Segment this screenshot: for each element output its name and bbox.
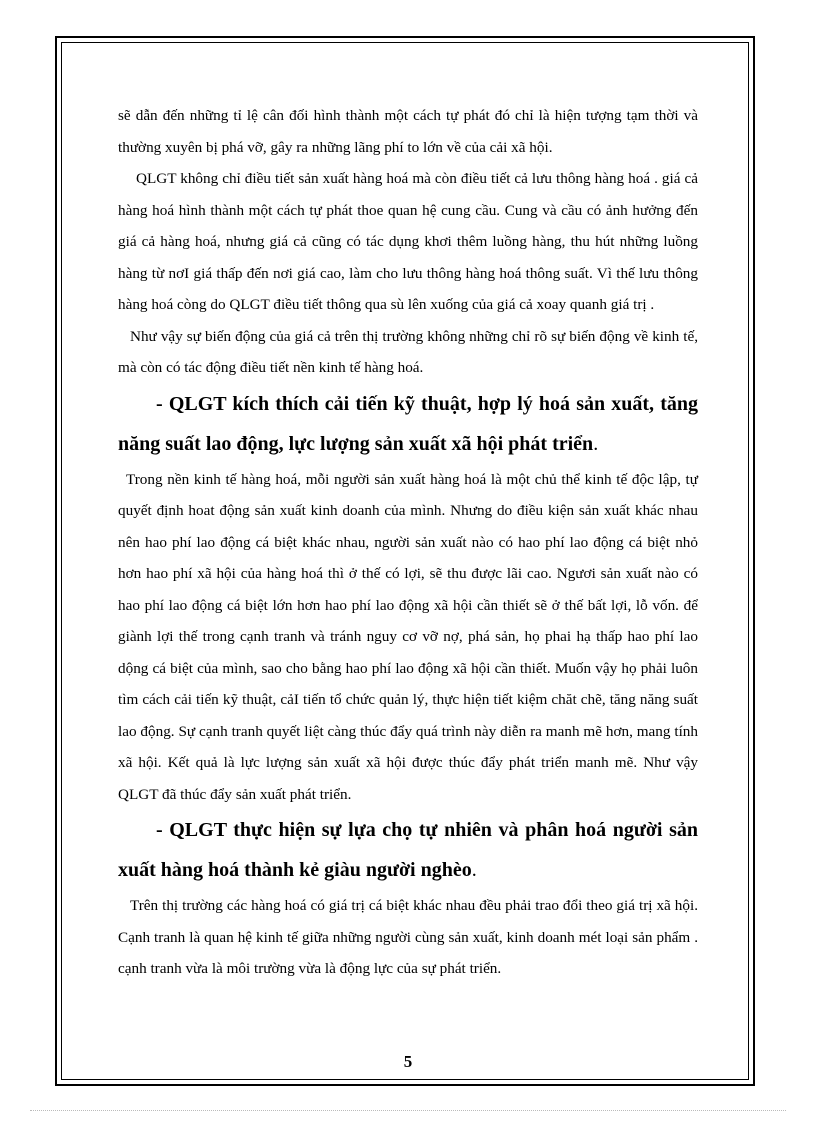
paragraph-1: sẽ dẫn đến những tỉ lệ cân đối hình thành một cách tự phát đó chỉ là hiện tượng tạm thời và thường xuyên bị phá vỡ, gây ra những lãng phí to lớn về của cải xã hội.: [118, 107, 698, 156]
paragraph-5: Trên thị trường các hàng hoá có giá trị cá biệt khác nhau đều phải trao đổi theo giá trị xã hội. Cạnh tranh là quan hệ kinh tế giữa những người cùng sản xuất, kinh doanh mét loại sản phẩm . cạnh tranh vừa là môi trường vừa là động lực của sự phát triển.: [118, 897, 698, 977]
page-bottom-rule: [30, 1110, 786, 1111]
paragraph-3: Như vậy sự biến động của giá cả trên thị trường không những chỉ rõ sự biến động về kinh tế, mà còn có tác động điều tiết nền kinh tế hàng hoá.: [118, 327, 698, 376]
heading-1-dash: -: [156, 392, 169, 415]
heading-2-text: QLGT thực hiện sự lựa chọ tự nhiên và phân hoá người sản xuất hàng hoá thành kẻ giàu người nghèo: [118, 819, 698, 881]
document-body: [118, 100, 698, 985]
paragraph-2: QLGT không chỉ điều tiết sản xuất hàng hoá mà còn điều tiết cả lưu thông hàng hoá . giá cả hàng hoá hình thành một cách tự phát thoe quan hệ cung cầu. Cung và cầu có ảnh hưởng đến giá cả hàng hoá, nhưng giá cả cũng có tác dụng khơi thêm luồng hàng, thu hút những luồng hàng từ nơI giá thấp đến nơi giá cao, làm cho lưu thông hàng hoá thông suất. Vì thế lưu thông hàng hoá còng do QLGT điều tiết thông qua sù lên xuống của giá cả xoay quanh giá trị .: [118, 170, 698, 313]
section-heading-2: [118, 810, 698, 890]
page-number: 5: [403, 1052, 413, 1071]
heading-2-tail: .: [471, 859, 477, 881]
paragraph-4: Trong nền kinh tế hàng hoá, mỗi người sản xuất hàng hoá là một chủ thể kinh tế độc lập, tự quyết định hoat động sản xuất kinh doanh của mình. Nhưng do điều kiện sản xuất khác nhau nên hao phí lao động cá biệt khác nhau, người sản xuất nào có hao phí lao động cá biệt nhỏ hơn hao phí xã hội của hàng hoá thì ở thế có lợi, sẽ thu được lãi cao. Ngươi sản xuất nào có hao phí lao động cá biệt lớn hơn hao phí lao động xã hội cần thiết sẽ ở thế bất lợi, lỗ vốn. để giành lợi thế trong cạnh tranh và tránh nguy cơ vỡ nợ, phá sản, họ phai hạ thấp hao phí lao dộng cá biệt của mình, sao cho bằng hao phí lao động xã hội cần thiết. Muốn vậy họ phải luôn tìm cách cải tiến kỹ thuật, cảI tiến tổ chức quản lý, thực hiện tiết kiệm chăt chẽ, tăng năng suất lao động. Sự cạnh tranh quyết liệt càng thúc đẩy quá trình này diễn ra manh mẽ hơn, mang tính xã hội. Kết quả là lực lượng sản xuất xã hội được thúc đẩy phát triển manh mẽ. Như vậy QLGT đã thúc đẩy sản xuất phát triển.: [118, 470, 698, 803]
heading-1-text: QLGT kích thích cải tiến kỹ thuật, hợp lý hoá sản xuất, tăng năng suất lao động, lực lượng sản xuất xã hội phát triển: [118, 392, 698, 455]
heading-2-dash: -: [156, 819, 170, 841]
heading-1-tail: .: [593, 432, 599, 455]
section-heading-1: [118, 384, 698, 464]
